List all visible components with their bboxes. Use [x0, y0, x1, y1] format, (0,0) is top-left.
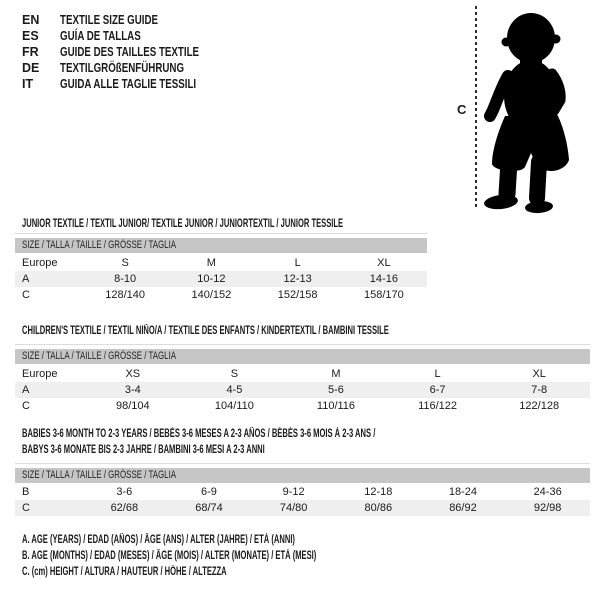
- babies-size-table: [15, 463, 590, 516]
- children-section-title-text: CHILDREN'S TEXTILE / TEXTIL NIÑO/A / TEXTILE DES ENFANTS / KINDERTEXTIL / BAMBINI TESSILE: [22, 325, 389, 337]
- junior-table-grid: [15, 254, 427, 303]
- legend-line-c-text: C. (cm) HEIGHT / ALTURA / HAUTEUR / HÖHE / ALTEZZA: [22, 566, 227, 578]
- legend: [22, 532, 468, 580]
- table-cell: 140/152: [191, 289, 232, 301]
- table-cell: 158/170: [363, 289, 404, 301]
- baby-silhouette-icon: [480, 4, 595, 214]
- height-label-c: C: [457, 102, 467, 117]
- table-cell: XL: [532, 367, 546, 380]
- size-table-grid: [15, 365, 590, 414]
- table-cell: L: [294, 256, 301, 269]
- lang-row-en: [22, 12, 238, 28]
- size-header-bar: [15, 238, 427, 253]
- lang-code: EN: [22, 13, 40, 27]
- table-cell: 92/98: [505, 500, 590, 516]
- table-cell: L: [434, 367, 441, 380]
- lang-title: TEXTILGRÖßENFÜHRUNG: [60, 61, 185, 75]
- table-cell: 6-9: [201, 486, 217, 498]
- legend-line-b-text: B. AGE (MONTHS) / EDAD (MESES) / ÂGE (MOIS) / ALTER (MONATE) / ETÀ (MESI): [22, 550, 317, 562]
- legend-line-a-text: A. AGE (YEARS) / EDAD (AÑOS) / ÂGE (ANS) / ALTER (JAHRE) / ETÀ (ANNI): [22, 534, 295, 546]
- table-cell: 12-13: [255, 271, 341, 287]
- table-cell: 12-18: [364, 486, 393, 498]
- table-cell: XS: [125, 367, 141, 380]
- table-cell: 6-7: [387, 382, 489, 398]
- table-row: [15, 484, 590, 500]
- row-label: A: [15, 271, 82, 287]
- table-cell: 5-6: [285, 382, 387, 398]
- row-label: B: [22, 486, 30, 498]
- table-row: [15, 382, 590, 398]
- junior-section-title: [22, 216, 508, 232]
- babies-section-title: [22, 426, 557, 458]
- lang-title: TEXTILE SIZE GUIDE: [60, 13, 159, 27]
- table-cell: M: [206, 256, 216, 269]
- table-cell: 110/116: [316, 400, 356, 412]
- table-cell: 10-12: [168, 271, 254, 287]
- children-size-table: [15, 344, 590, 414]
- lang-row-es: [22, 28, 238, 44]
- row-label: C: [15, 500, 82, 516]
- table-cell: 98/104: [115, 400, 150, 412]
- table-cell: 14-16: [341, 271, 427, 287]
- table-cell: 7-8: [488, 382, 590, 398]
- table-cell: 4-5: [184, 382, 286, 398]
- table-cell: 3-4: [82, 382, 184, 398]
- table-row: [15, 287, 427, 303]
- table-cell: M: [331, 367, 341, 380]
- table-cell: 74/80: [251, 500, 336, 516]
- legend-line-a: [22, 532, 468, 548]
- table-cell: 62/68: [82, 500, 167, 516]
- babies-section-title-line2: BABYS 3-6 MONATE BIS 2-3 JAHRE / BAMBINI 3-6 MESI A 2-3 ANNI: [22, 444, 265, 456]
- table-row: [15, 271, 427, 287]
- babies-section-title-line1: BABIES 3-6 MONTH TO 2-3 YEARS / BEBÉS 3-6 MESES A 2-3 AÑOS / BÉBÉS 3-6 MOIS À 2-3 ANS /: [22, 428, 376, 440]
- size-header-text: SIZE / TALLA / TAILLE / GRÖSSE / TAGLIA: [22, 239, 177, 251]
- row-label: C: [22, 289, 30, 301]
- size-header-bar: [15, 349, 590, 364]
- table-cell: 9-12: [282, 486, 305, 498]
- legend-line-b: [22, 548, 468, 564]
- legend-line-c: [22, 564, 468, 580]
- children-section-title: [22, 323, 578, 339]
- lang-code: IT: [22, 77, 34, 91]
- junior-size-table: [15, 233, 427, 303]
- lang-row-fr: [22, 44, 238, 60]
- table-cell: S: [121, 256, 129, 269]
- babies-table-grid: [15, 484, 590, 516]
- table-top-rule: [15, 344, 590, 345]
- table-cell: 80/86: [336, 500, 421, 516]
- table-row: [15, 365, 590, 382]
- table-row: [15, 500, 590, 516]
- table-cell: XL: [377, 256, 391, 269]
- size-header-bar: [15, 468, 590, 483]
- table-row: [15, 254, 427, 271]
- lang-title: GUIDA ALLE TAGLIE TESSILI: [60, 77, 197, 91]
- table-top-rule: [15, 463, 590, 464]
- table-cell: 122/128: [519, 400, 560, 412]
- table-cell: S: [230, 367, 239, 380]
- table-cell: 152/158: [277, 289, 318, 301]
- table-cell: 18-24: [448, 486, 478, 498]
- table-cell: 8-10: [82, 271, 168, 287]
- junior-section-title-text: JUNIOR TEXTILE / TEXTIL JUNIOR/ TEXTILE JUNIOR / JUNIORTEXTIL / JUNIOR TESSILE: [22, 218, 344, 230]
- table-cell: 68/74: [167, 500, 252, 516]
- lang-code: DE: [22, 61, 40, 75]
- table-cell: 104/110: [214, 400, 254, 412]
- table-cell: 116/122: [418, 400, 458, 412]
- lang-title: GUÍA DE TALLAS: [60, 29, 141, 43]
- table-cell: 86/92: [421, 500, 506, 516]
- lang-title: GUIDE DES TAILLES TEXTILE: [60, 45, 200, 59]
- size-header-text: SIZE / TALLA / TAILLE / GRÖSSE / TAGLIA: [22, 350, 177, 362]
- table-row: [15, 398, 590, 414]
- row-label: A: [15, 382, 82, 398]
- table-cell: 3-6: [116, 486, 133, 498]
- lang-row-it: [22, 76, 238, 92]
- size-table-grid: [15, 254, 427, 303]
- height-dashed-line: [475, 6, 477, 208]
- language-header: [22, 12, 238, 92]
- table-top-rule: [15, 233, 427, 234]
- size-table-grid: [15, 484, 590, 516]
- row-label: Europe: [22, 256, 58, 269]
- lang-code: ES: [22, 29, 39, 43]
- lang-code: FR: [22, 45, 39, 59]
- table-cell: 24-36: [533, 486, 562, 498]
- row-label: Europe: [22, 367, 58, 380]
- size-header-text: SIZE / TALLA / TAILLE / GRÖSSE / TAGLIA: [22, 469, 177, 481]
- table-cell: 128/140: [105, 289, 145, 301]
- children-table-grid: [15, 365, 590, 414]
- lang-row-de: [22, 60, 238, 76]
- row-label: C: [22, 400, 30, 412]
